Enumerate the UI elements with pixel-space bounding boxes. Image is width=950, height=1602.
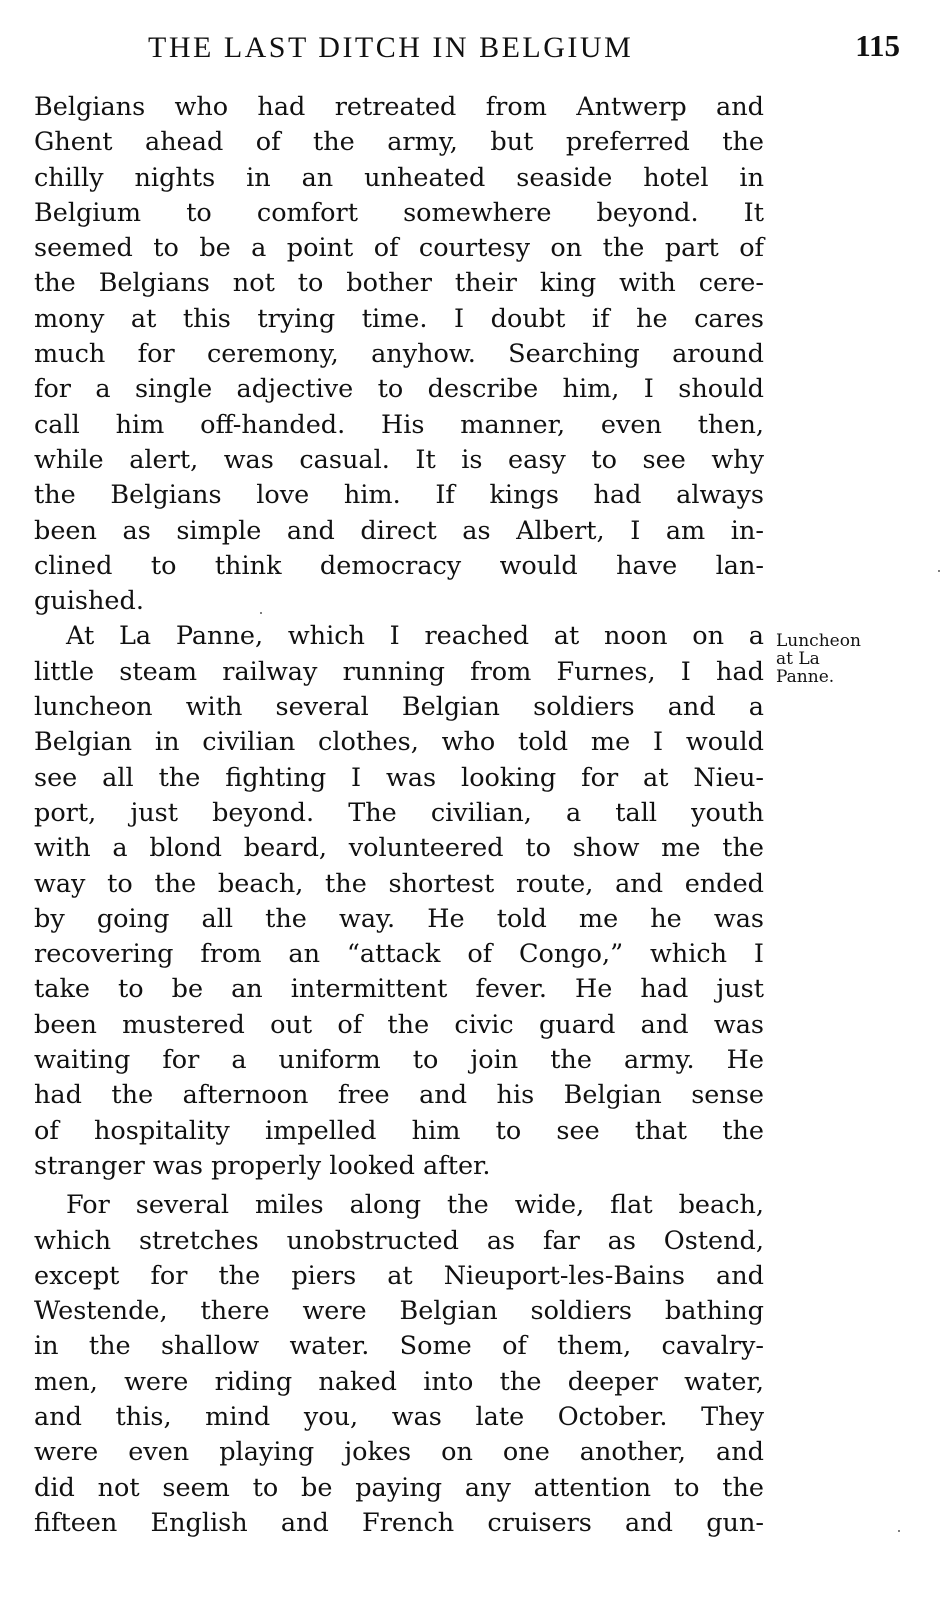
text-line: fifteen English and French cruisers and gun- — [34, 1507, 764, 1538]
text-line: and this, mind you, was late October. They — [34, 1401, 764, 1432]
text-line: for a single adjective to describe him, I should — [34, 374, 764, 405]
text-line: stranger was properly looked after. — [34, 1150, 491, 1181]
text-line: chilly nights in an unheated seaside hotel in — [34, 162, 764, 193]
text-line: luncheon with several Belgian soldiers and a — [34, 692, 764, 723]
text-line: did not seem to be paying any attention to the — [34, 1472, 764, 1503]
text-line: Ghent ahead of the army, but preferred the — [34, 127, 764, 158]
text-line: by going all the way. He told me he was — [34, 903, 764, 934]
body-text — [34, 90, 764, 1541]
margin-note-line: Panne. — [776, 667, 835, 687]
text-line: recovering from an “attack of Congo,” which I — [34, 939, 764, 970]
text-line: waiting for a uniform to join the army. He — [34, 1045, 764, 1076]
text-line: in the shallow water. Some of them, cavalry- — [34, 1331, 764, 1362]
scan-speck — [260, 612, 262, 614]
text-line: guished. — [34, 586, 144, 617]
text-line: mony at this trying time. I doubt if he cares — [34, 303, 764, 334]
text-line: the Belgians love him. If kings had always — [34, 480, 764, 511]
text-line: way to the beach, the shortest route, and ended — [34, 868, 764, 899]
page-number: 115 — [855, 28, 900, 63]
paragraph-3 — [34, 1188, 764, 1541]
text-line: had the afternoon free and his Belgian sense — [34, 1080, 764, 1111]
text-line: Belgians who had retreated from Antwerp and — [34, 92, 764, 122]
text-line: of hospitality impelled him to see that the — [34, 1115, 764, 1146]
text-line: men, were riding naked into the deeper water, — [34, 1366, 764, 1397]
text-line: the Belgians not to bother their king with cere- — [34, 268, 764, 299]
text-line: been mustered out of the civic guard and was — [34, 1009, 764, 1040]
text-line: been as simple and direct as Albert, I am in- — [34, 515, 764, 546]
text-line: At La Panne, which I reached at noon on a — [66, 621, 764, 652]
paragraph-2 — [34, 619, 764, 1184]
margin-note-line: Luncheon — [776, 631, 861, 651]
text-line: take to be an intermittent fever. He had just — [34, 974, 764, 1005]
text-line: little steam railway running from Furnes, I had — [34, 656, 764, 687]
text-line: much for ceremony, anyhow. Searching around — [34, 339, 764, 370]
text-line: with a blond beard, volunteered to show me the — [34, 833, 764, 864]
text-line: except for the piers at Nieuport-les-Bains and — [34, 1260, 764, 1291]
paragraph-1 — [34, 90, 764, 619]
text-line: Belgian in civilian clothes, who told me I would — [34, 727, 764, 758]
text-line: Westende, there were Belgian soldiers bathing — [34, 1296, 764, 1327]
running-head: THE LAST DITCH IN BELGIUM — [148, 31, 634, 64]
margin-note-line: at La — [776, 649, 820, 669]
text-line: see all the fighting I was looking for at Nieu- — [34, 762, 764, 793]
text-line: call him off-handed. His manner, even then, — [34, 409, 764, 440]
text-line: port, just beyond. The civilian, a tall youth — [34, 797, 764, 828]
text-line: which stretches unobstructed as far as Ostend, — [34, 1225, 764, 1256]
text-line: clined to think democracy would have lan- — [34, 550, 764, 581]
scan-speck — [898, 1530, 900, 1532]
text-line: were even playing jokes on one another, and — [34, 1437, 764, 1468]
text-line: while alert, was casual. It is easy to see why — [34, 444, 764, 475]
text-line: Belgium to comfort somewhere beyond. It — [34, 197, 764, 228]
text-line: seemed to be a point of courtesy on the part of — [34, 233, 764, 264]
scan-speck — [938, 570, 940, 572]
text-line: For several miles along the wide, flat beach, — [66, 1190, 764, 1221]
margin-note — [776, 632, 916, 686]
